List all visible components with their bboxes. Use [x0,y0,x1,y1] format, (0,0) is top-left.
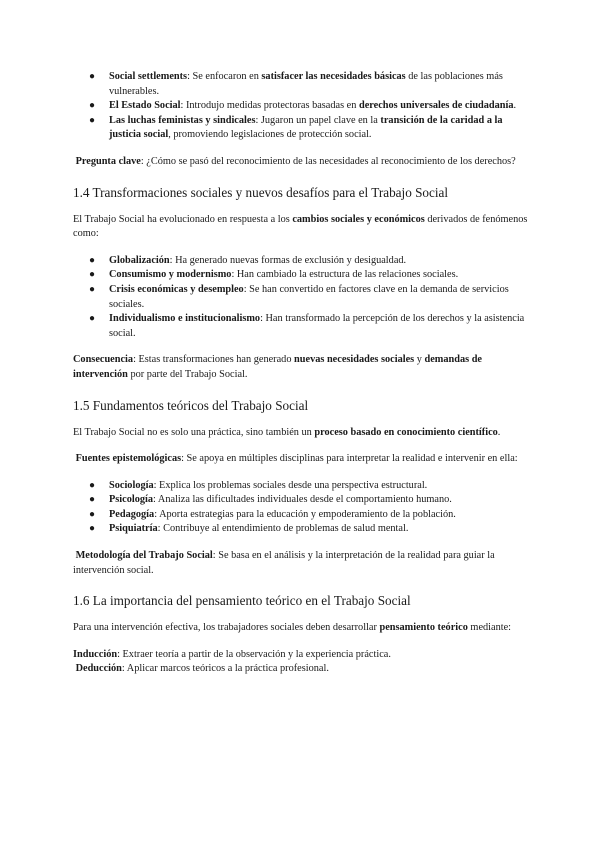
section-1-5-intro: El Trabajo Social no es solo una práctica, sino también un proceso basado en conocimiento científico. [73,426,501,438]
list-item: ● Psiquiatría: Contribuye al entendimiento de problemas de salud mental. [73,522,528,537]
list-item: ● Pedagogía: Aporta estrategias para la educación y empoderamiento de la población. [73,508,528,523]
bullet-icon: ● [89,479,96,491]
fuentes-paragraph: Fuentes epistemológicas: Se apoya en múltiples disciplinas para interpretar la realidad e intervenir en ella: [75,453,518,465]
bullet-icon: ● [89,283,96,295]
bullet-icon: ● [89,523,96,535]
list-item: ● Social settlements: Se enfocaron en satisfacer las necesidades básicas de las poblaciones más vulnerables. [89,71,503,97]
list-item: ● El Estado Social: Introdujo medidas protectoras basadas en derechos universales de ciudadanía. [73,99,528,114]
bullet-icon: ● [89,494,96,506]
bullet-icon: ● [89,100,96,112]
induction-paragraph: Inducción: Extraer teoría a partir de la observación y la experiencia práctica. [73,648,391,660]
section-1-6-intro: Para una intervención efectiva, los trabajadores sociales deben desarrollar pensamiento teórico mediante: [73,622,512,634]
consequence-paragraph: Consecuencia: Estas transformaciones han generado nuevas necesidades sociales y demandas de intervención por parte del Trabajo Social. [73,354,482,380]
list-item: ● Globalización: Ha generado nuevas formas de exclusión y desigualdad. [73,254,528,269]
bullet-icon: ● [89,313,96,325]
section-heading-1-6: 1.6 La importancia del pensamiento teórico en el Trabajo Social [73,593,411,609]
key-question-paragraph: Pregunta clave: ¿Cómo se pasó del reconocimiento de las necesidades al reconocimiento de los derechos? [75,155,516,167]
transformations-bullets [73,254,528,342]
section-heading-1-5: 1.5 Fundamentos teóricos del Trabajo Social [73,397,309,413]
deduction-paragraph: Deducción: Aplicar marcos teóricos a la práctica profesional. [75,663,329,675]
bullet-icon: ● [89,269,96,281]
bullet-icon: ● [89,114,96,126]
list-item: ● Psicología: Analiza las dificultades individuales desde el comportamiento humano. [73,493,528,508]
list-item: ● Consumismo y modernismo: Han cambiado la estructura de las relaciones sociales. [73,268,528,283]
bullet-icon: ● [89,71,96,82]
disciplines-bullets [73,479,528,537]
document-page [73,70,528,677]
list-item: ● Sociología: Explica los problemas sociales desde una perspectiva estructural. [73,479,528,494]
list-item: ● Las luchas feministas y sindicales: Jugaron un papel clave en la transición de la caridad a la justicia social, promoviendo legislaciones de protección social. [89,114,503,141]
methodology-paragraph: Metodología del Trabajo Social: Se basa en el análisis y la interpretación de la realidad para guiar la intervención social. [73,550,495,576]
section-1-4-intro: El Trabajo Social ha evolucionado en respuesta a los cambios sociales y económicos derivados de fenómenos como: [73,213,528,240]
historical-bullets [73,70,528,143]
bullet-icon: ● [89,254,96,266]
bullet-icon: ● [89,508,96,520]
list-item: ● Crisis económicas y desempleo: Se han convertido en factores clave en la demanda de servicios sociales. [89,283,509,310]
list-item: ● Individualismo e institucionalismo: Han transformado la percepción de los derechos y la asistencia social. [89,313,525,339]
section-heading-1-4: 1.4 Transformaciones sociales y nuevos desafíos para el Trabajo Social [73,184,449,200]
